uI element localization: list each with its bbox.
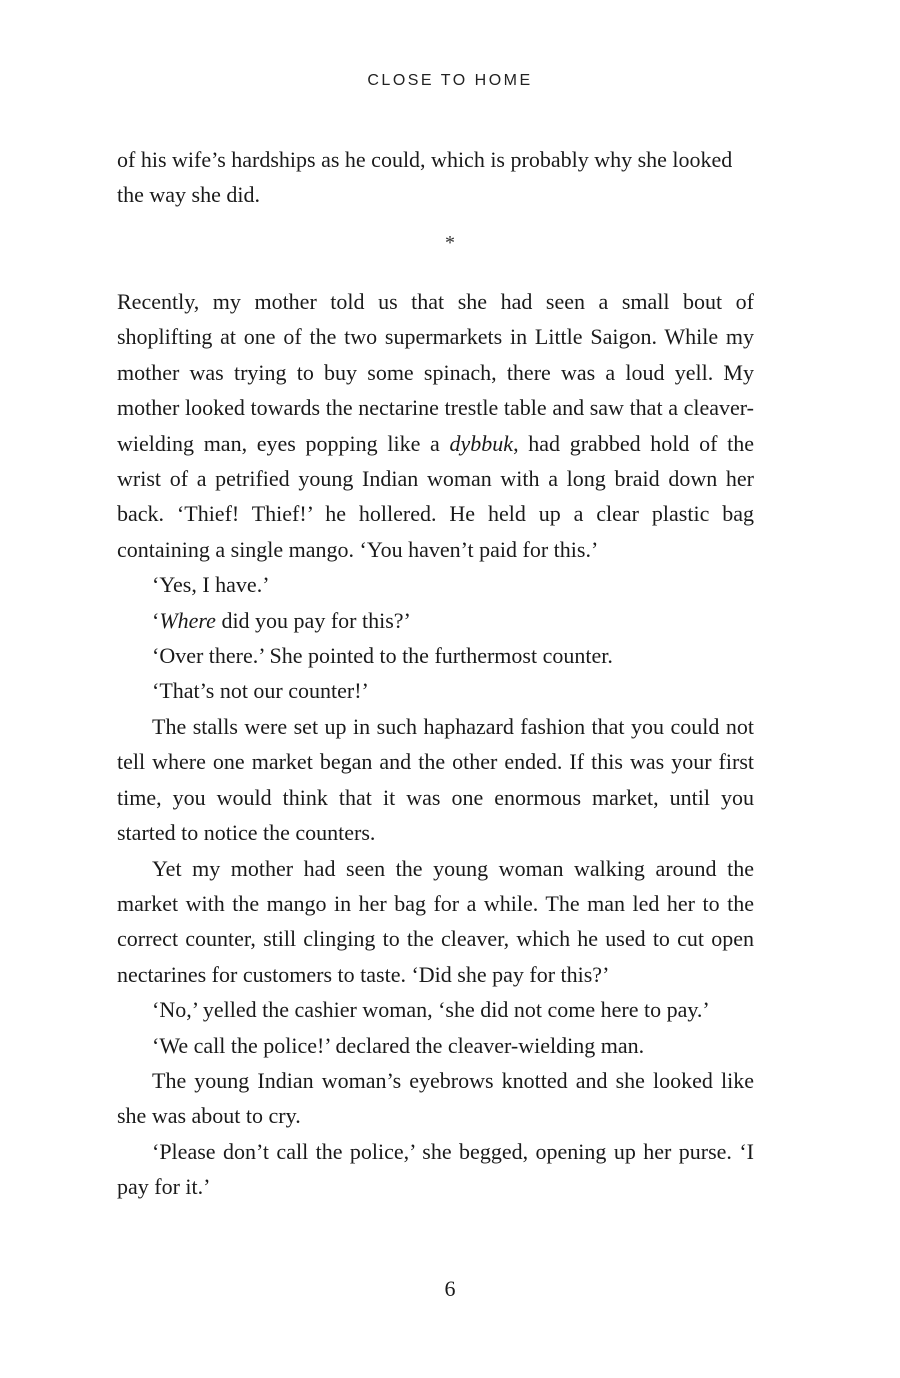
paragraph-mother-saw: Yet my mother had seen the young woman walking around the market with the mango in her bag for a while. The man led her to the correct counter, still clinging to the cleaver, which he used to cut open nectarines for customers to taste. ‘Did she pay for this?’ xyxy=(117,855,754,987)
page-number: 6 xyxy=(444,1276,456,1301)
paragraph-shoplifting-part-b: , had grabbed hold of the wrist of a petrified young Indian woman with a long braid down her back. ‘Thief! Thief!’ he hollered. He held up a clear plastic bag containing a single mango. ‘You haven’t paid for this.’ xyxy=(117,430,754,562)
quote-open: ‘ xyxy=(152,607,160,633)
dybbuk-italic: dybbuk xyxy=(449,430,514,456)
main-text-block xyxy=(117,284,754,1205)
running-head: CLOSE TO HOME xyxy=(367,72,533,89)
paragraph-shoplifting xyxy=(117,284,754,567)
dialogue-line: ‘Yes, I have.’ xyxy=(152,572,270,598)
paragraph-eyebrows: The young Indian woman’s eyebrows knotted and she looked like she was about to cry. xyxy=(117,1067,754,1129)
dialogue-line xyxy=(117,603,754,638)
paragraph-please: ‘Please don’t call the police,’ she begged, opening up her purse. ‘I pay for it.’ xyxy=(117,1138,754,1200)
continued-paragraph: of his wife’s hardships as he could, which is probably why she looked the way she did. xyxy=(117,147,733,208)
top-text-block xyxy=(117,142,754,213)
where-italic: Where xyxy=(159,607,216,633)
dialogue-line: ‘No,’ yelled the cashier woman, ‘she did not come here to pay.’ xyxy=(152,997,710,1023)
dialogue-line: ‘We call the police!’ declared the cleaver-wielding man. xyxy=(152,1032,645,1058)
paragraph-shoplifting-part-a: Recently, my mother told us that she had seen a small bout of shoplifting at one of the two supermarkets in Little Saigon. While my mother was trying to buy some spinach, there was a loud yell. My mother looked towards the nectarine trestle table and saw that a cleaver-wielding man, eyes popping like a xyxy=(117,289,754,456)
dialogue-line: ‘Over there.’ She pointed to the furthermost counter. xyxy=(152,643,613,669)
paragraph-stalls: The stalls were set up in such haphazard fashion that you could not tell where one market began and the other ended. If this was your first time, you would think that it was one enormous market, until you started to notice the counters. xyxy=(117,713,754,846)
section-break: * xyxy=(445,232,455,254)
dialogue-line: ‘That’s not our counter!’ xyxy=(152,678,369,704)
dialogue-rest: did you pay for this?’ xyxy=(215,607,411,633)
